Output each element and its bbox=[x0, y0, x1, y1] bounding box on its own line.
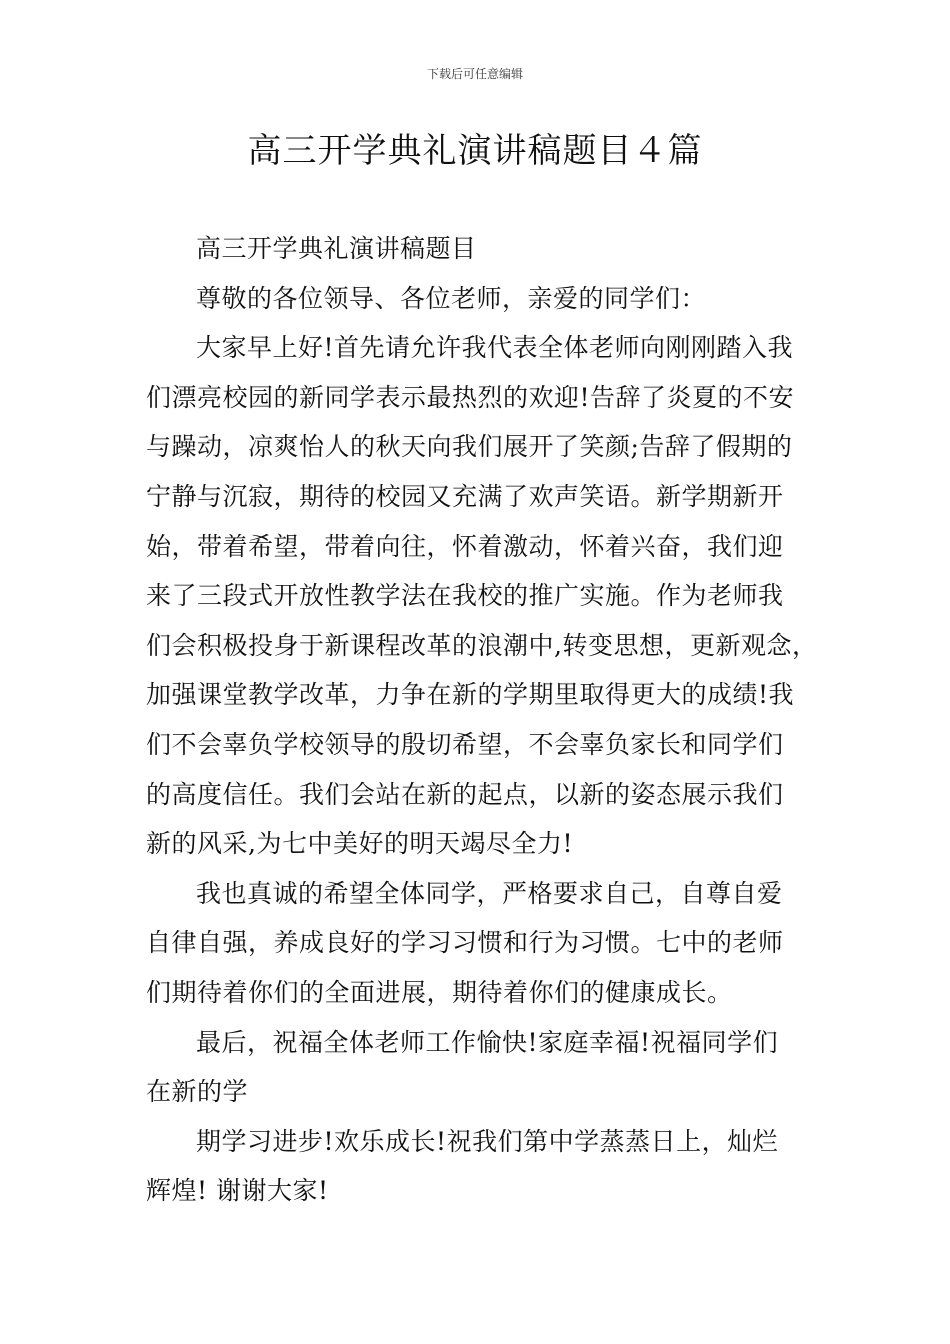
paragraph-subtitle: 高三开学典礼演讲稿题目 bbox=[196, 234, 477, 263]
paragraph-salutation: 尊敬的各位领导、各位老师，亲爱的同学们： bbox=[196, 283, 707, 313]
paragraph-blessing: 最后，祝福全体老师工作愉快!家庭幸福!祝福同学们 在新的学 bbox=[146, 1027, 779, 1107]
document-title: 高三开学典礼演讲稿题目４篇 bbox=[247, 131, 703, 171]
paragraph-hope: 我也真诚的希望全体同学，严格要求自己，自尊自爱 自律自强，养成良好的学习习惯和行为习惯。七中的老师 们期待着你们的全面进展，期待着你们的健康成长。 bbox=[146, 878, 784, 1007]
document-body bbox=[146, 224, 818, 1216]
paragraph-closing: 期学习进步!欢乐成长!祝我们第中学蒸蒸日上，灿烂 辉煌! 谢谢大家! bbox=[146, 1126, 779, 1206]
paragraph-greeting: 大家早上好!首先请允许我代表全体老师向刚刚踏入我 们漂亮校园的新同学表示最热烈的欢迎!告辞了炎夏的不安 与躁动，凉爽怡人的秋天向我们展开了笑颜;告辞了假期的 宁静与沉寂，期待的校园又充满了欢声笑语。新学期新开 始，带着希望，带着向往，怀着激动，怀着兴奋，我们迎 来了三段式开放性教学法在我校的推广实施。作为老师我 们会积极投身于新课程改革的浪潮中,转变思想，更新观念， 加强课堂教学改革，力争在新的学期里取得更大的成绩!我 们不会辜负学校领导的殷切希望，不会辜负家长和同学们 的高度信任。我们会站在新的起点，以新的姿态展示我们 新的风采,为七中美好的明天竭尽全力! bbox=[146, 333, 818, 859]
header-note: 下载后可任意编辑 bbox=[426, 67, 523, 81]
